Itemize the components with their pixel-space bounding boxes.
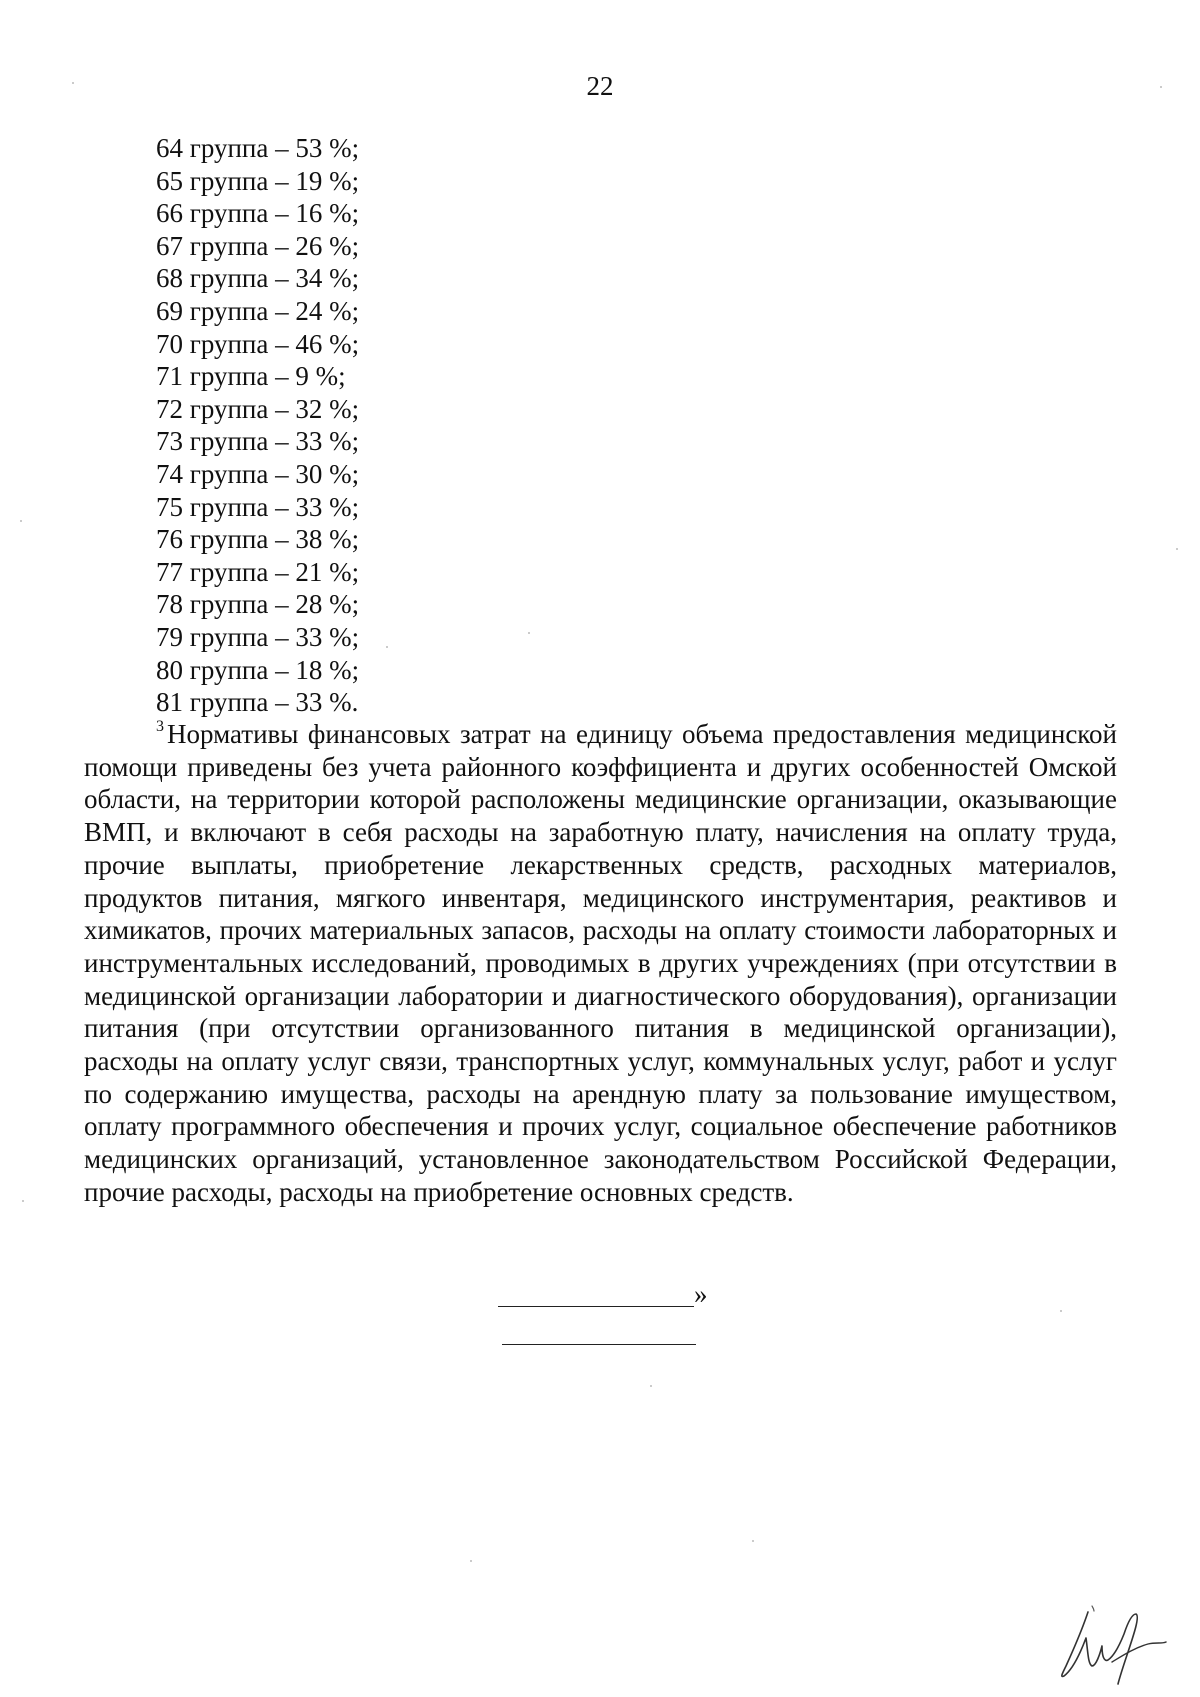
list-item: 70 группа – 46 %; [156, 328, 360, 359]
list-item: 80 группа – 18 %; [156, 654, 360, 685]
list-item: 77 группа – 21 %; [156, 556, 360, 587]
group-percentage-list [156, 132, 359, 719]
closing-quote: » [694, 1279, 708, 1309]
list-item: 67 группа – 26 %; [156, 230, 360, 261]
list-item: 78 группа – 28 %; [156, 589, 360, 620]
separator-rule [502, 1344, 696, 1345]
list-item: 81 группа – 33 %. [156, 687, 359, 718]
list-item: 75 группа – 33 %; [156, 491, 360, 522]
list-item: 64 группа – 53 %; [156, 133, 360, 163]
list-item: 79 группа – 33 %; [156, 621, 360, 652]
list-item: 68 группа – 34 %; [156, 263, 360, 294]
footnote-paragraph [84, 718, 1117, 1209]
list-item: 76 группа – 38 %; [156, 524, 360, 555]
list-item: 72 группа – 32 %; [156, 393, 360, 424]
list-item: 73 группа – 33 %; [156, 426, 360, 457]
list-item: 69 группа – 24 %; [156, 295, 360, 326]
closing-rule [498, 1306, 694, 1307]
footnote-text: Нормативы финансовых затрат на единицу объема предоставления медицинской помощи приведены без учета районного коэффициента и других особенностей Омской области, на территории которой расположены медицинские организации, оказывающие ВМП, и включают в себя расходы на заработную плату, начисления на оплату труда, прочие выплаты, приобретение лекарственных средств, расходных материалов, продуктов питания, мягкого инвентаря, медицинского инструментария, реактивов и химикатов, прочих материальных запасов, расходы на оплату стоимости лабораторных и инструментальных исследований, проводимых в других учреждениях (при отсутствии в медицинской организации лаборатории и диагностического оборудования), организации питания (при отсутствии организованного питания в медицинской организации), расходы на оплату услуг связи, транспортных услуг, коммунальных услуг, работ и услуг по содержанию имущества, расходы на арендную плату за пользование имуществом, оплату программного обеспечения и прочих услуг, социальное обеспечение работников медицинских организаций, установленное законодательством Российской Федерации, прочие расходы, расходы на приобретение основных средств. [84, 719, 1117, 1207]
list-item: 71 группа – 9 %; [156, 361, 346, 392]
footnote-marker: 3 [156, 718, 164, 735]
closing-marks [498, 1278, 718, 1314]
list-item: 65 группа – 19 %; [156, 165, 360, 196]
list-item: 66 группа – 16 %; [156, 198, 360, 229]
handwritten-signature [1058, 1604, 1170, 1686]
list-item: 74 группа – 30 %; [156, 458, 360, 489]
page-number: 22 [586, 71, 614, 101]
